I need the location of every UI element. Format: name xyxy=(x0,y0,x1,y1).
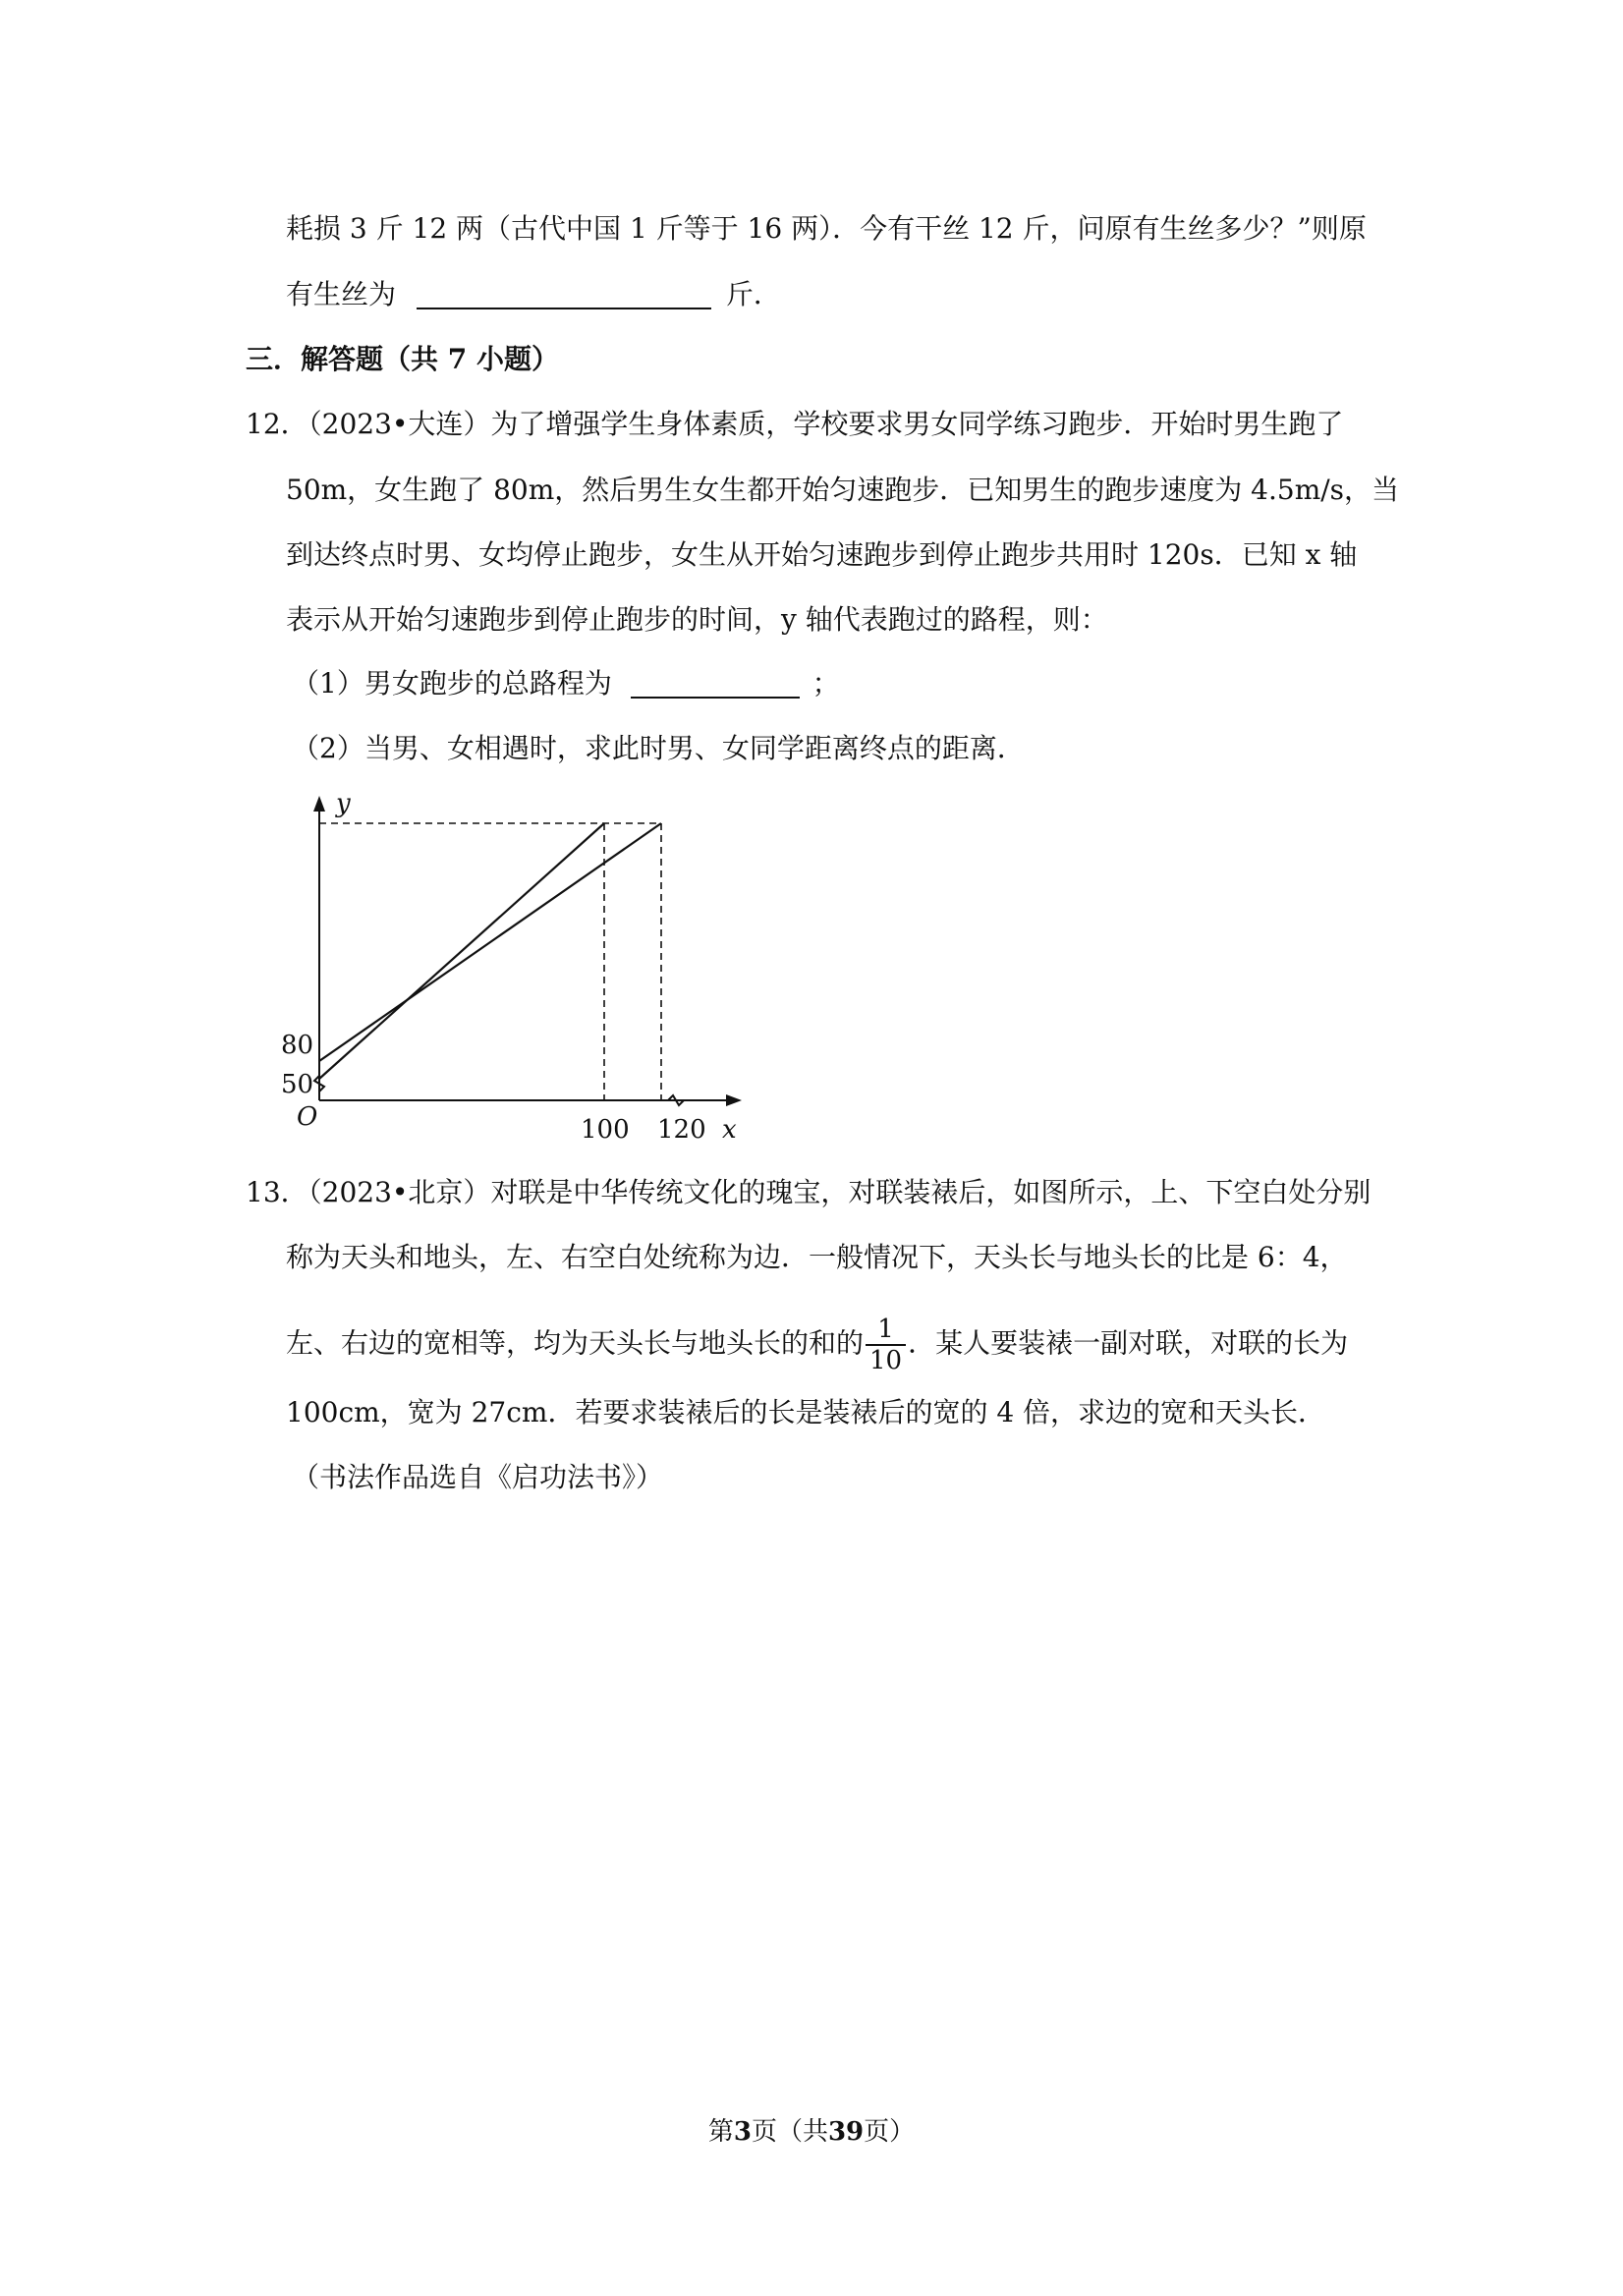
series-line-2 xyxy=(319,823,661,1061)
q12-subquestion-1 xyxy=(292,664,840,703)
series-line-1 xyxy=(319,823,604,1079)
answer-blank-2[interactable] xyxy=(631,667,800,699)
text-line-2-post: 斤． xyxy=(725,278,781,310)
origin-label: O xyxy=(297,1102,318,1132)
q13-line-3-pre: 左、右边的宽相等，均为天头长与地头长的和的 xyxy=(286,1326,865,1360)
q13-line-1: 13．（2023•北京）对联是中华传统文化的瑰宝，对联装裱后，如图所示，上、下空白处分别 xyxy=(246,1176,1371,1208)
footer-page-total: 39 xyxy=(827,2117,865,2147)
y-axis-arrow xyxy=(313,796,325,812)
q12-line-2: 50m，女生跑了 80m，然后男生女生都开始匀速跑步．已知男生的跑步速度为 4.5m/s，当 xyxy=(286,474,1400,506)
y-tick-label: 80 xyxy=(281,1031,314,1060)
x-axis-label: x xyxy=(722,1115,737,1145)
x-axis-arrow xyxy=(726,1094,742,1106)
q13-line-3-post: ．某人要装裱一副对联，对联的长为 xyxy=(908,1326,1349,1360)
q13-line-3 xyxy=(286,1315,1348,1375)
fraction-denominator: 10 xyxy=(869,1346,903,1375)
footer-mid: 页（共 xyxy=(751,2117,828,2147)
page-footer xyxy=(0,2114,1623,2150)
text-line-2 xyxy=(286,275,781,314)
q12-line-4: 表示从开始匀速跑步到停止跑步的时间，y 轴代表跑过的路程，则： xyxy=(286,603,1108,636)
q13-line-4: 100cm，宽为 27cm．若要求装裱后的长是装裱后的宽的 4 倍，求边的宽和天头长． xyxy=(286,1396,1326,1428)
footer-page-number: 3 xyxy=(733,2117,752,2147)
y-axis-label: y xyxy=(336,789,351,818)
q13-caption: （书法作品选自《启功法书》） xyxy=(292,1461,664,1493)
answer-blank-1[interactable] xyxy=(417,278,711,309)
q13-line-2: 称为天头和地头，左、右空白处统称为边．一般情况下，天头长与地头长的比是 6：4， xyxy=(286,1241,1348,1273)
fraction-one-tenth xyxy=(866,1315,906,1375)
q12-line-3: 到达终点时男、女均停止跑步，女生从开始匀速跑步到停止跑步共用时 120s．已知 x 轴 xyxy=(286,538,1358,571)
footer-post: 页） xyxy=(864,2117,916,2147)
x-tick-label: 100 xyxy=(581,1115,630,1145)
fraction-numerator: 1 xyxy=(866,1315,906,1346)
text-line-1: 耗损 3 斤 12 两（古代中国 1 斤等于 16 两）．今有干丝 12 斤，问原有生丝多少？”则原 xyxy=(286,212,1367,245)
q12-sub1-pre: （1）男女跑步的总路程为 xyxy=(292,667,612,700)
q12-subquestion-2: （2）当男、女相遇时，求此时男、女同学距离终点的距离． xyxy=(292,732,1025,764)
x-tick-label: 120 xyxy=(657,1115,706,1145)
text-line-2-pre: 有生丝为 xyxy=(286,278,397,310)
footer-pre: 第 xyxy=(707,2117,734,2147)
section-heading: 三．解答题（共 7 小题） xyxy=(246,343,559,375)
y-tick-label: 50 xyxy=(281,1070,314,1099)
q12-line-1: 12．（2023•大连）为了增强学生身体素质，学校要求男女同学练习跑步．开始时男生跑了 xyxy=(246,408,1344,440)
q12-sub1-post: ； xyxy=(812,667,840,700)
distance-time-graph xyxy=(275,786,747,1159)
